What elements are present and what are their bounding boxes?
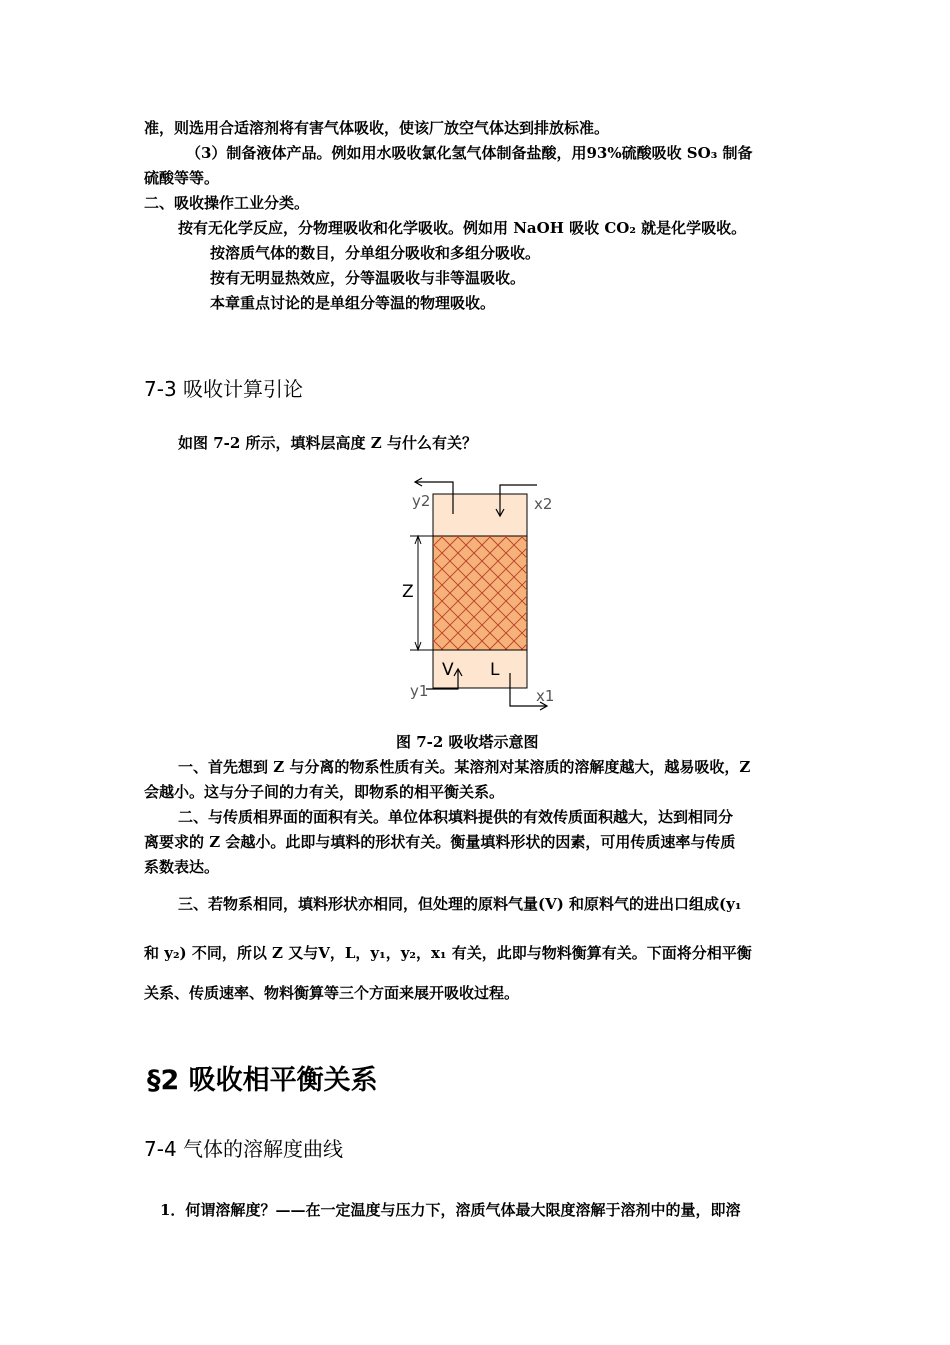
label-z: Z [402,582,414,602]
label-y2: y2 [412,492,431,510]
section-heading-2: §2 吸收相平衡关系 [147,1065,378,1096]
section-heading-7-3: 7-3 吸收计算引论 [144,377,304,401]
figure-caption: 图 7-2 吸收塔示意图 [396,733,539,751]
packing-bed [433,536,527,650]
tower-top-section [433,494,527,536]
label-l: L [490,660,500,680]
paragraph-line: 三、若物系相同，填料形状亦相同，但处理的原料气量(V) 和原料气的进出口组成(y₁ [178,895,742,913]
text-line: 准，则选用合适溶剂将有害气体吸收，使该厂放空气体达到排放标准。 [144,119,610,137]
figure-question: 如图 7-2 所示，填料层高度 Z 与什么有关？ [178,434,477,452]
text-line: （3）制备液体产品。例如用水吸收氯化氢气体制备盐酸，用93%硫酸吸收 SO₃ 制备 [186,144,753,162]
paragraph-line: 二、与传质相界面的面积有关。单位体积填料提供的有效传质面积越大，达到相同分 [178,808,734,826]
paragraph-line: 系数表达。 [144,858,220,876]
paragraph-line: 离要求的 Z 会越小。此即与填料的形状有关。衡量填料形状的因素，可用传质速率与传质 [144,833,736,851]
paragraph-line: 关系、传质速率、物料衡算等三个方面来展开吸收过程。 [144,984,520,1002]
text-line: 按溶质气体的数目，分单组分吸收和多组分吸收。 [210,244,541,262]
text-line: 按有无明显热效应，分等温吸收与非等温吸收。 [210,269,526,287]
paragraph-line: 和 y₂) 不同，所以 Z 又与V，L，y₁，y₂，x₁ 有关，此即与物料衡算有关。下面将分相平衡 [144,944,752,962]
label-x2: x2 [534,495,553,513]
text-line: 本章重点讨论的是单组分等温的物理吸收。 [210,294,496,312]
text-line: 硫酸等等。 [144,169,220,187]
text-line: 按有无化学反应，分物理吸收和化学吸收。例如用 NaOH 吸收 CO₂ 就是化学吸收。 [178,219,747,237]
label-x1: x1 [536,687,555,705]
paragraph-line: 一、首先想到 Z 与分离的物系性质有关。某溶剂对某溶质的溶解度越大，越易吸收，Z [178,758,751,776]
text-line: 二、吸收操作工业分类。 [144,194,310,212]
text-line: 1．何谓溶解度？——在一定温度与压力下，溶质气体最大限度溶解于溶剂中的量，即溶 [160,1201,741,1219]
label-y1: y1 [410,682,429,700]
paragraph-line: 会越小。这与分子间的力有关，即物系的相平衡关系。 [144,783,505,801]
label-v: V [442,660,454,680]
section-heading-7-4: 7-4 气体的溶解度曲线 [144,1137,344,1161]
absorption-tower-figure [400,470,560,720]
